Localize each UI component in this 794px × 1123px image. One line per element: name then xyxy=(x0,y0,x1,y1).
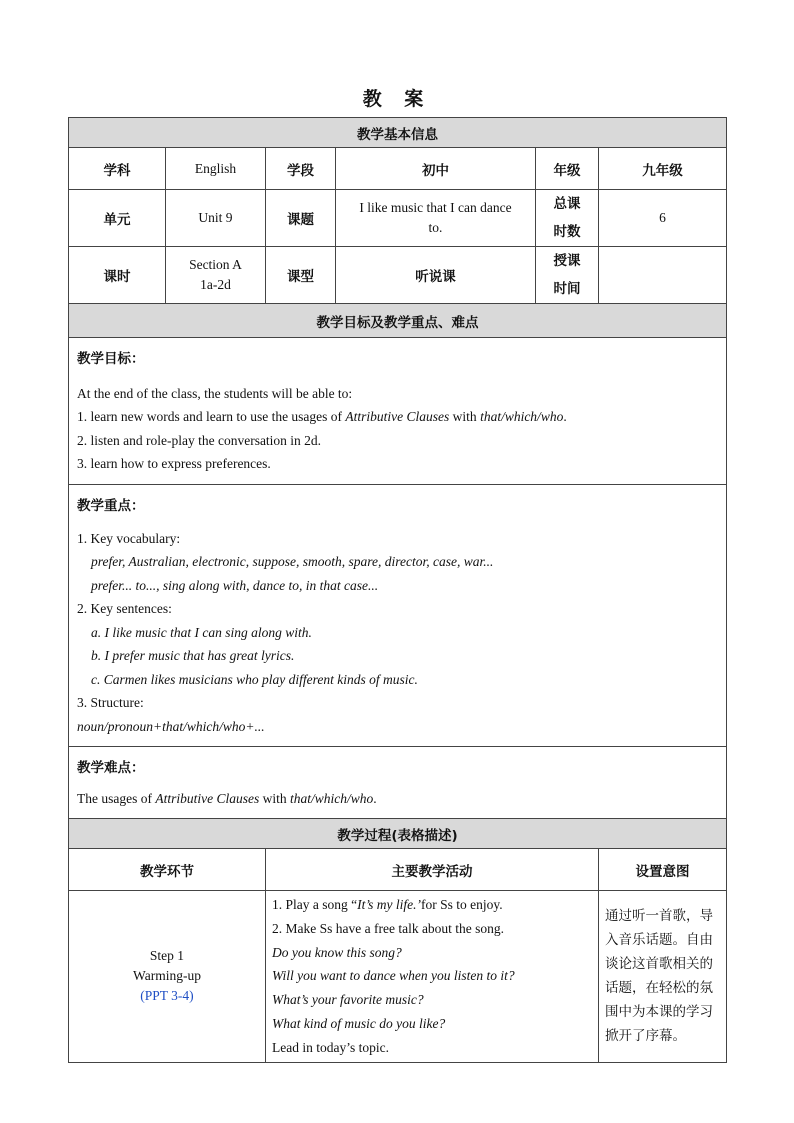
objective-item-3: 3. learn how to express preferences. xyxy=(77,456,271,471)
document-title: 教 案 xyxy=(362,88,432,110)
objectives-heading: 教学目标： xyxy=(77,351,145,367)
key-sentence-b: b. I prefer music that has great lyrics. xyxy=(91,648,295,663)
step-1-stage: Warming-up xyxy=(133,968,201,984)
step-1-activities xyxy=(266,891,599,1063)
key-points-block xyxy=(69,485,727,747)
key-vocab-line-2: prefer... to..., sing along with, dance to, in that case... xyxy=(91,577,379,593)
topic-label: 课题 xyxy=(266,190,336,247)
step-1-ppt: (PPT 3-4) xyxy=(140,988,194,1004)
structure-label: 3. Structure: xyxy=(77,695,144,710)
period-value xyxy=(166,247,266,304)
activity-2: 2. Make Ss have a free talk about the song. xyxy=(272,920,505,936)
period-value-line1: Section A xyxy=(189,257,242,272)
unit-label: 单元 xyxy=(69,190,166,247)
key-vocab-line-1: prefer, Australian, electronic, suppose, smooth, spare, director, case, war... xyxy=(91,554,494,569)
key-vocab-label: 1. Key vocabulary: xyxy=(77,530,181,546)
goals-header: 教学目标及教学重点、难点 xyxy=(69,304,727,338)
difficulty-text: The usages of Attributive Clauses with that/which/who. xyxy=(77,790,377,806)
type-label: 课型 xyxy=(266,247,336,304)
total-hours-label xyxy=(536,190,599,247)
step-1-name: Step 1 xyxy=(149,948,185,964)
class-time-value xyxy=(599,247,727,304)
question-2: Will you want to dance when you listen to it? xyxy=(272,968,515,984)
subject-label: 学科 xyxy=(69,148,166,190)
grade-value: 九年级 xyxy=(599,148,727,190)
class-time-label xyxy=(536,247,599,304)
question-3: What’s your favorite music? xyxy=(272,992,424,1008)
class-time-label-line1: 授课 xyxy=(553,253,581,269)
difficulty-block xyxy=(69,747,727,819)
total-hours-value: 6 xyxy=(599,190,727,247)
key-sentences-label: 2. Key sentences: xyxy=(77,601,172,616)
objectives-intro: At the end of the class, the students will be able to: xyxy=(77,385,353,401)
objectives-block xyxy=(69,338,727,485)
objective-item-2: 2. listen and role-play the conversation in 2d. xyxy=(77,432,322,448)
stage-value: 初中 xyxy=(336,148,536,190)
unit-value: Unit 9 xyxy=(166,190,266,247)
objective-item-1: 1. learn new words and learn to use the usages of Attributive Clauses with that/which/who. xyxy=(77,409,567,424)
key-points-heading: 教学重点： xyxy=(77,498,145,514)
col-step-header: 教学环节 xyxy=(69,849,266,891)
subject-value: English xyxy=(166,148,266,190)
difficulty-heading: 教学难点： xyxy=(77,760,145,776)
key-sentence-c: c. Carmen likes musicians who play different kinds of music. xyxy=(91,671,418,687)
stage-label: 学段 xyxy=(266,148,336,190)
lesson-plan-table xyxy=(68,117,727,1063)
grade-label: 年级 xyxy=(536,148,599,190)
question-1: Do you know this song? xyxy=(272,944,402,960)
activity-1: 1. Play a song “It’s my life.’for Ss to enjoy. xyxy=(272,897,503,912)
col-purpose-header: 设置意图 xyxy=(599,849,727,891)
key-sentence-a: a. I like music that I can sing along with. xyxy=(91,624,312,640)
class-time-label-line2: 时间 xyxy=(553,281,581,297)
step-1-purpose: 通过听一首歌，导入音乐话题。自由谈论这首歌相关的话题，在轻松的氛围中为本课的学习掀开了序幕。 xyxy=(599,891,727,1063)
total-hours-label-line2: 时数 xyxy=(553,224,581,240)
period-label: 课时 xyxy=(69,247,166,304)
total-hours-label-line1: 总课 xyxy=(553,196,581,212)
process-header: 教学过程(表格描述) xyxy=(69,819,727,849)
period-value-line2: 1a-2d xyxy=(200,277,231,292)
structure-value: noun/pronoun+that/which/who+... xyxy=(77,718,265,734)
question-4: What kind of music do you like? xyxy=(272,1015,446,1031)
step-1-cell xyxy=(69,891,266,1063)
lead-in: Lead in today’s topic. xyxy=(272,1039,389,1055)
col-activity-header: 主要教学活动 xyxy=(266,849,599,891)
type-value: 听说课 xyxy=(336,247,536,304)
basic-info-header: 教学基本信息 xyxy=(69,118,727,148)
topic-value: I like music that I can dance to. xyxy=(336,190,536,247)
